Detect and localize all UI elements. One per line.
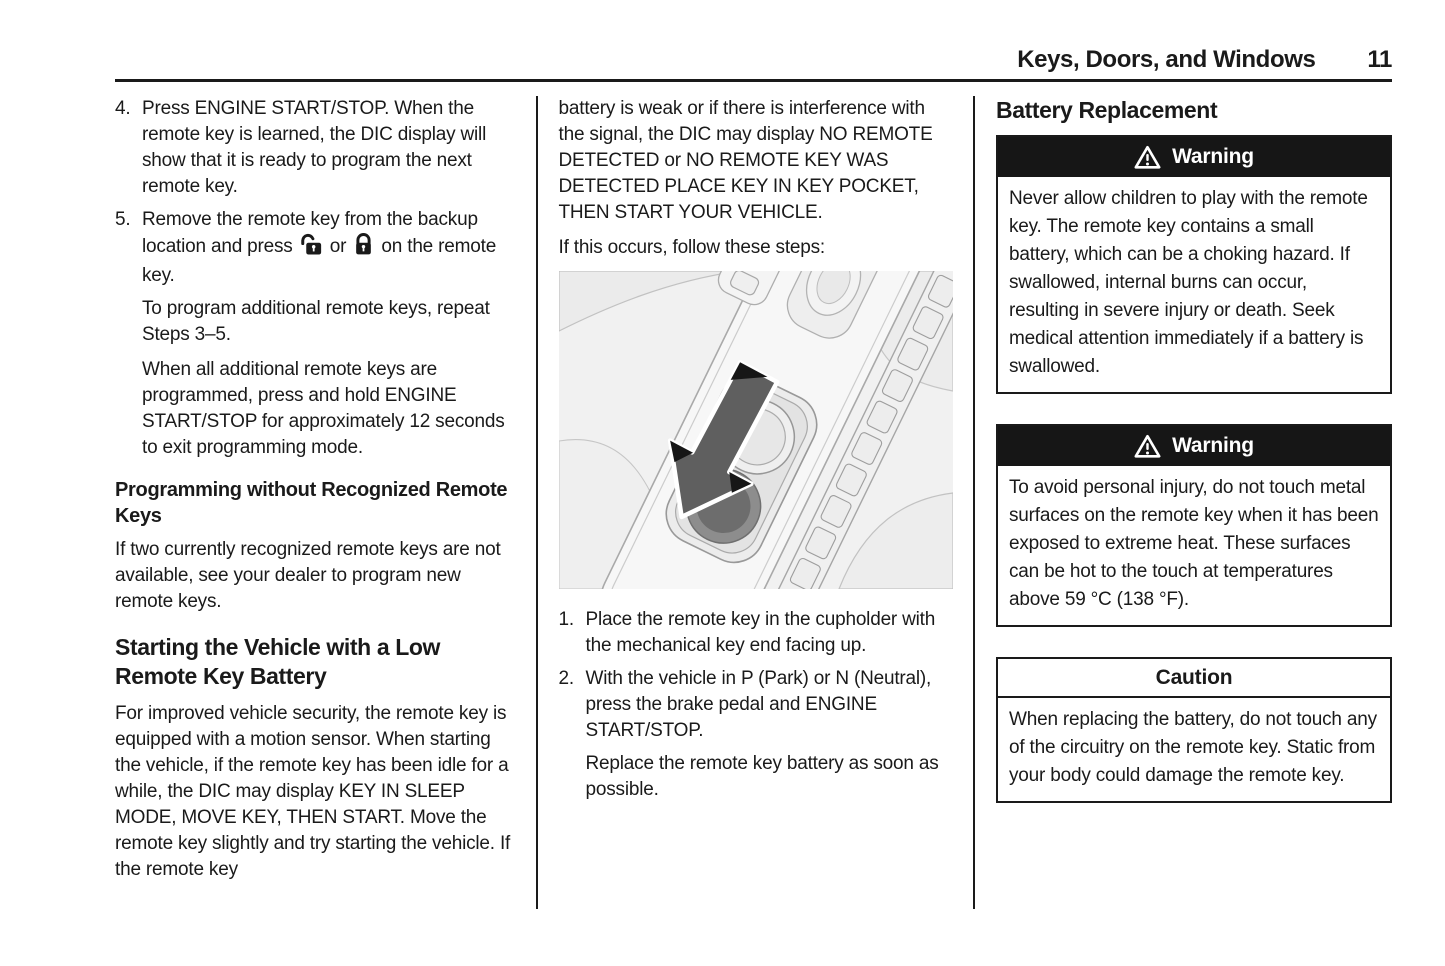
column-separator [536,96,538,909]
chapter-title: Keys, Doors, and Windows [1017,46,1316,73]
center-console-illustration [559,271,953,589]
list-item [115,96,515,200]
column-separator [973,96,975,909]
step-text: With the vehicle in P (Park) or N (Neutral), press the brake pedal and ENGINE START/STOP. [585,668,932,741]
step-text-part: on the remote key. [142,236,497,286]
section-heading: Battery Replacement [996,97,1218,123]
paragraph: If two currently recognized remote keys are not available, see your dealer to program new remote keys. [115,539,501,612]
paragraph: For improved vehicle security, the remote key is equipped with a motion sensor. When starting the vehicle, if the remote key has been idle for a while, the DIC may display KEY IN SLEEP MODE, MOVE KEY, THEN START. Move the remote key slightly and try starting the vehicle. If the remote key [115,703,511,880]
page-number: 11 [1367,46,1392,73]
warning-label: Warning [1172,145,1254,168]
paragraph: When all additional remote keys are programmed, press and hold ENGINE START/STOP for approximately 12 seconds to exit programming mode. [142,359,505,458]
warning-text: Never allow children to play with the remote key. The remote key contains a small battery, which can be a choking hazard. If swallowed, internal burns can occur, resulting in severe injury or death. Seek medical attention immediately if a battery is swallowed. [1009,188,1368,377]
step-number: 4. [115,98,131,119]
unlock-icon [301,233,322,263]
page-header [115,46,1392,74]
step-number: 2. [558,668,574,689]
caution-text: When replacing the battery, do not touch any of the circuitry on the remote key. Static from your body could damage the remote key. [1009,709,1377,786]
warning-triangle-icon [1134,434,1161,459]
paragraph: If this occurs, follow these steps: [558,237,826,258]
list-item [115,207,515,289]
warning-label: Warning [1172,434,1254,457]
middle-column [559,96,953,911]
paragraph: Replace the remote key battery as soon as possible. [585,753,939,800]
step-text-part: Remove the remote key from the backup location and press [142,209,478,257]
paragraph: To program additional remote keys, repeat Steps 3–5. [142,298,490,345]
step-number: 5. [115,209,131,230]
caution-header [998,659,1390,698]
warning-triangle-icon [1134,145,1161,170]
right-column [996,96,1392,911]
left-column [115,96,515,911]
step-text: Press ENGINE START/STOP. When the remote key is learned, the DIC display will show that it is ready to program the next remote key. [142,98,487,197]
warning-text: To avoid personal injury, do not touch metal surfaces on the remote key when it has been exposed to extreme heat. These surfaces can be hot to the touch at temperatures above 59 °C (138 °F). [1009,477,1379,610]
warning-box [996,424,1392,627]
subsection-heading: Programming without Recognized Remote Keys [115,479,508,527]
step-number: 1. [558,609,574,630]
step-text: Place the remote key in the cupholder with the mechanical key end facing up. [585,609,936,656]
step-text [142,207,515,289]
warning-header [998,426,1390,466]
list-item [559,607,953,659]
page-content [115,96,1392,911]
caution-label: Caution [1155,665,1233,689]
paragraph: battery is weak or if there is interference with the signal, the DIC may display NO REMOTE DETECTED or NO REMOTE KEY WAS DETECTED PLACE KEY IN KEY POCKET, THEN START YOUR VEHICLE. [558,98,933,223]
warning-header [998,137,1390,177]
lock-icon [354,233,373,263]
warning-box [996,135,1392,394]
header-rule [115,79,1392,82]
list-item [559,666,953,744]
step-text-part: or [324,236,352,257]
caution-box [996,657,1392,803]
section-heading: Starting the Vehicle with a Low Remote Key Battery [115,634,440,689]
